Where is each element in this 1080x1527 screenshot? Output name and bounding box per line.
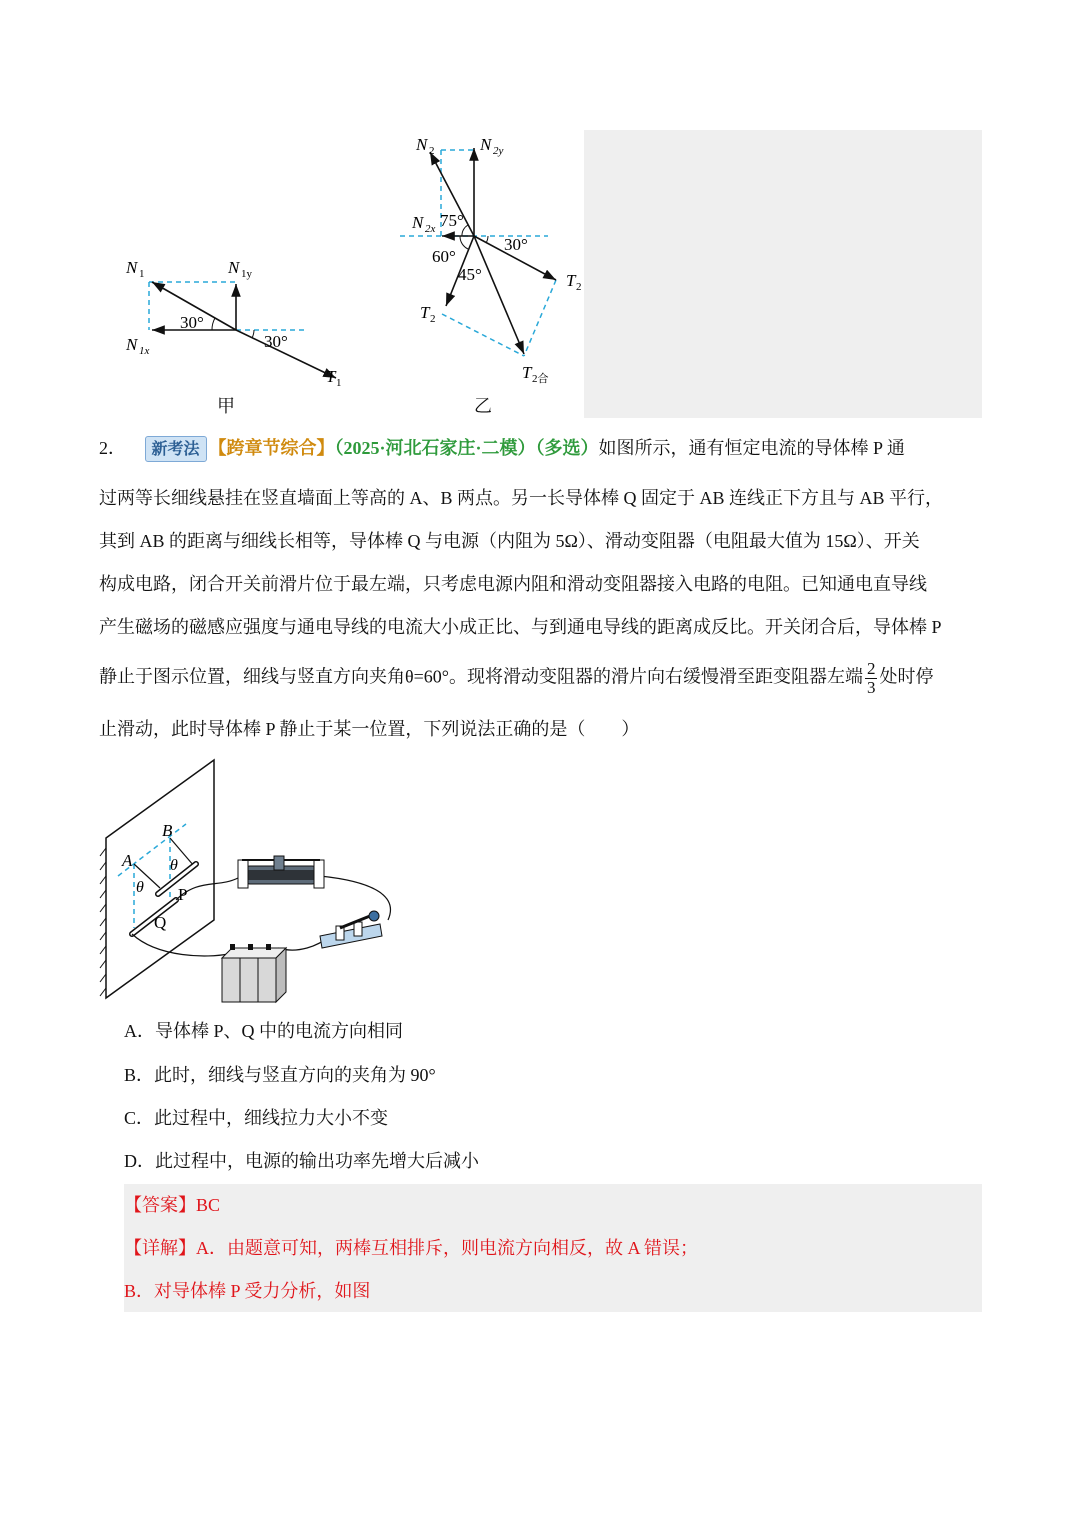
svg-text:30°: 30° [180, 313, 204, 332]
svg-text:30°: 30° [504, 235, 528, 254]
svg-text:75°: 75° [440, 211, 464, 230]
option-d: D．此过程中，电源的输出功率先增大后减小 [124, 1151, 479, 1171]
svg-text:1: 1 [139, 268, 145, 280]
force-diagram-yi [396, 130, 584, 418]
svg-text:45°: 45° [458, 265, 482, 284]
answer-line: 【答案】BC [124, 1195, 221, 1215]
detail-line: 【详解】A．由题意可知，两棒互相排斥，则电流方向相反，故 A 错误； [124, 1238, 699, 1258]
svg-text:T: T [420, 303, 430, 322]
svg-text:N: N [480, 135, 492, 154]
option-c: C．此过程中，细线拉力大小不变 [124, 1108, 389, 1128]
svg-text:Q: Q [154, 913, 167, 932]
question-line-7: 止滑动，此时导体棒 P 静止于某一位置，下列说法正确的是（ ） [99, 719, 640, 739]
svg-text:B: B [162, 821, 173, 840]
question-text-6b: 处时停 [879, 666, 934, 687]
svg-text:2y: 2y [493, 145, 504, 157]
option-b: B．此时，细线与竖直方向的夹角为 90° [124, 1065, 436, 1085]
question-number: 2． [99, 438, 126, 458]
tag-source: （2025·河北石家庄·二模）（多选） [334, 438, 599, 458]
caption-yi: 乙 [474, 396, 492, 416]
question-line-5: 产生磁场的磁感应强度与通电导线的电流大小成正比、与到通电导线的距离成反比。开关闭合后，导体棒 P [99, 617, 942, 637]
new-method-badge: 新考法 [145, 436, 207, 462]
analysis-b-line: B．对导体棒 P 受力分析，如图 [124, 1281, 371, 1301]
question-line-3: 其到 AB 的距离与细线长相等，导体棒 Q 与电源（内阻为 5Ω）、滑动变阻器（电阻最大值为 15Ω）、开关 [99, 531, 920, 551]
svg-text:N: N [126, 335, 138, 354]
svg-text:P: P [178, 885, 188, 904]
svg-text:N: N [412, 213, 424, 232]
question-text-1: 如图所示，通有恒定电流的导体棒 P 通 [598, 438, 905, 458]
apparatus-figure [98, 758, 410, 1004]
svg-text:T: T [566, 271, 576, 290]
fraction-two-thirds: $\frac{2}{3}$ [866, 659, 876, 697]
force-diagram-jia [124, 130, 344, 418]
svg-text:1y: 1y [241, 268, 252, 280]
svg-text:N: N [416, 135, 428, 154]
svg-text:2: 2 [430, 313, 436, 325]
question-line-2: 过两等长细线悬挂在竖直墙面上等高的 A、B 两点。另一长导体棒 Q 固定于 AB 连线正下方且与 AB 平行， [99, 488, 944, 508]
svg-text:1x: 1x [139, 345, 150, 357]
svg-text:60°: 60° [432, 247, 456, 266]
svg-text:2: 2 [576, 281, 582, 293]
battery [222, 944, 286, 1002]
rheostat [238, 856, 324, 888]
question-line-1 [99, 434, 905, 462]
switch [320, 911, 382, 948]
option-a: A．导体棒 P、Q 中的电流方向相同 [124, 1021, 404, 1041]
tag-cross-chapter: 【跨章节综合】 [208, 438, 335, 458]
svg-text:T: T [522, 363, 532, 382]
svg-text:2合: 2合 [532, 373, 549, 385]
caption-jia: 甲 [217, 396, 235, 416]
svg-text:θ: θ [170, 857, 178, 874]
question-line-6 [99, 660, 933, 697]
question-line-4: 构成电路，闭合开关前滑片位于最左端，只考虑电源内阻和滑动变阻器接入电路的电阻。已知通电直导线 [99, 574, 927, 594]
question-text-6a: 静止于图示位置，细线与竖直方向夹角θ=60°。现将滑动变阻器的滑片向右缓慢滑至距变阻器左端 [99, 666, 863, 687]
svg-text:N: N [126, 258, 138, 277]
svg-text:N: N [228, 258, 240, 277]
svg-text:2: 2 [429, 145, 435, 157]
svg-text:θ: θ [136, 879, 144, 896]
svg-text:T: T [326, 367, 336, 386]
svg-text:2x: 2x [425, 223, 436, 235]
svg-text:A: A [122, 851, 133, 870]
svg-text:30°: 30° [264, 332, 288, 351]
svg-text:1: 1 [336, 377, 342, 389]
wall-panel [106, 760, 214, 998]
